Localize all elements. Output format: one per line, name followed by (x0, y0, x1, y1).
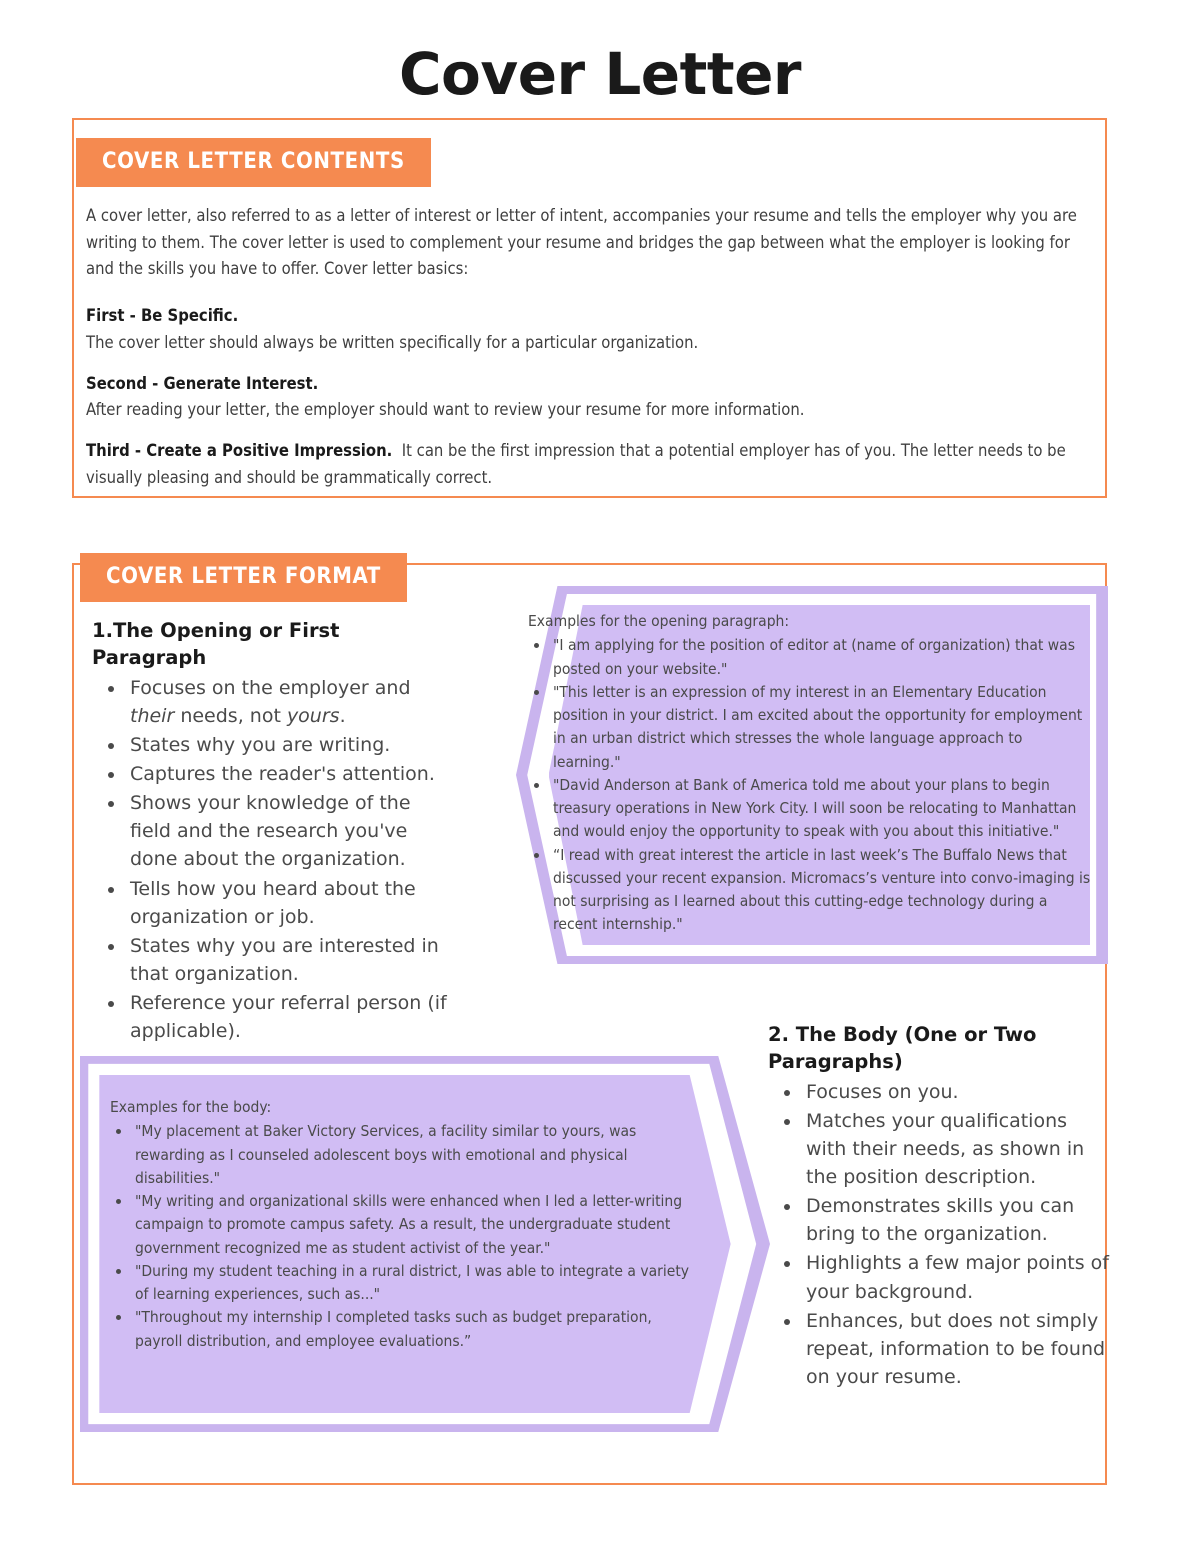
list-item: • Shows your knowledge of the field and the research you've done about the organization. (126, 789, 447, 873)
opening-paragraph-bullet-list (92, 674, 447, 1045)
body-paragraph-heading: 2. The Body (One or Two Paragraphs) (768, 1023, 1037, 1073)
list-item: • "During my student teaching in a rural district, I was able to integrate a variety of learning experiences, such as..." (132, 1260, 700, 1307)
list-item: • Enhances, but does not simply repeat, information to be found on your resume. (802, 1307, 1113, 1391)
cover-letter-format-badge: COVER LETTER FORMAT (80, 553, 407, 602)
list-item: • "David Anderson at Bank of America told me about your plans to begin treasury operations in New York City. I will soon be relocating to Manhattan and would enjoy the opportunity to speak with you about this initiative." (550, 774, 1092, 844)
list-item: • Reference your referral person (if applicable). (126, 989, 447, 1045)
contents-point-heading-0: First - Be Specific. (86, 306, 239, 326)
body-examples-list (110, 1120, 700, 1353)
contents-point-body-0: The cover letter should always be written specifically for a particular organization. (86, 332, 699, 352)
list-item: • States why you are interested in that organization. (126, 932, 447, 988)
list-item: • “I read with great interest the article in last week’s The Buffalo News that discussed your recent expansion. Micromacs’s venture into convo-imaging is not surprising as I learned about this cutting-edge technology during a recent internship." (550, 844, 1092, 937)
opening-paragraph-column (92, 618, 447, 1046)
list-item: • "This letter is an expression of my interest in an Elementary Education position in your district. I am excited about the opportunity for employment in an urban district which stresses the whole language approach to learning." (550, 681, 1092, 774)
opening-examples-text (528, 610, 1092, 937)
contents-point-body-2: It can be the first impression that a potential employer has of you. The letter needs to be visually pleasing and should be grammatically correct. (86, 441, 1066, 487)
contents-point-heading-2: Third - Create a Positive Impression. (86, 441, 393, 461)
opening-examples-callout (516, 586, 1108, 964)
list-item: • Matches your qualifications with their needs, as shown in the position description. (802, 1107, 1113, 1191)
list-item: • Demonstrates skills you can bring to the organization. (802, 1192, 1113, 1248)
cover-letter-contents-body (86, 203, 1086, 505)
list-item: • Focuses on you. (802, 1078, 1113, 1106)
body-paragraph-column (768, 1022, 1113, 1392)
list-item: • "My writing and organizational skills were enhanced when I led a letter-writing campaign to promote campus safety. As a result, the undergraduate student government recognized me as student activist of the year." (132, 1190, 700, 1260)
list-item: • Tells how you heard about the organization or job. (126, 875, 447, 931)
body-paragraph-bullet-list (768, 1078, 1113, 1391)
contents-lead-paragraph: A cover letter, also referred to as a letter of interest or letter of intent, accompanies your resume and tells the employer why you are writing to them. The cover letter is used to complement your resume and bridges the gap between what the employer is looking for and the skills you have to offer. Cover letter basics: (86, 206, 1077, 279)
body-examples-callout (80, 1056, 770, 1432)
list-item: • Highlights a few major points of your background. (802, 1249, 1113, 1305)
cover-letter-contents-badge: COVER LETTER CONTENTS (76, 138, 431, 187)
list-item: • "My placement at Baker Victory Services, a facility similar to yours, was rewarding as I counseled adolescent boys with emotional and physical disabilities." (132, 1120, 700, 1190)
opening-examples-intro: Examples for the opening paragraph: (528, 612, 790, 630)
body-examples-intro: Examples for the body: (110, 1098, 272, 1116)
list-item: • Focuses on the employer and their needs, not yours. (126, 674, 447, 730)
opening-examples-list (528, 634, 1092, 936)
list-item: • Captures the reader's attention. (126, 760, 447, 788)
contents-point-2 (86, 438, 1086, 491)
contents-point-body-1: After reading your letter, the employer should want to review your resume for more information. (86, 400, 805, 420)
opening-paragraph-heading: 1.The Opening or First Paragraph (92, 619, 340, 669)
list-item: • States why you are writing. (126, 731, 447, 759)
list-item: • "I am applying for the position of editor at (name of organization) that was posted on your website." (550, 634, 1092, 681)
contents-point-heading-1: Second - Generate Interest. (86, 373, 319, 393)
list-item: • "Throughout my internship I completed tasks such as budget preparation, payroll distribution, and employee evaluations.” (132, 1306, 700, 1353)
body-examples-text (110, 1096, 700, 1353)
page-title: Cover Letter (398, 40, 802, 108)
